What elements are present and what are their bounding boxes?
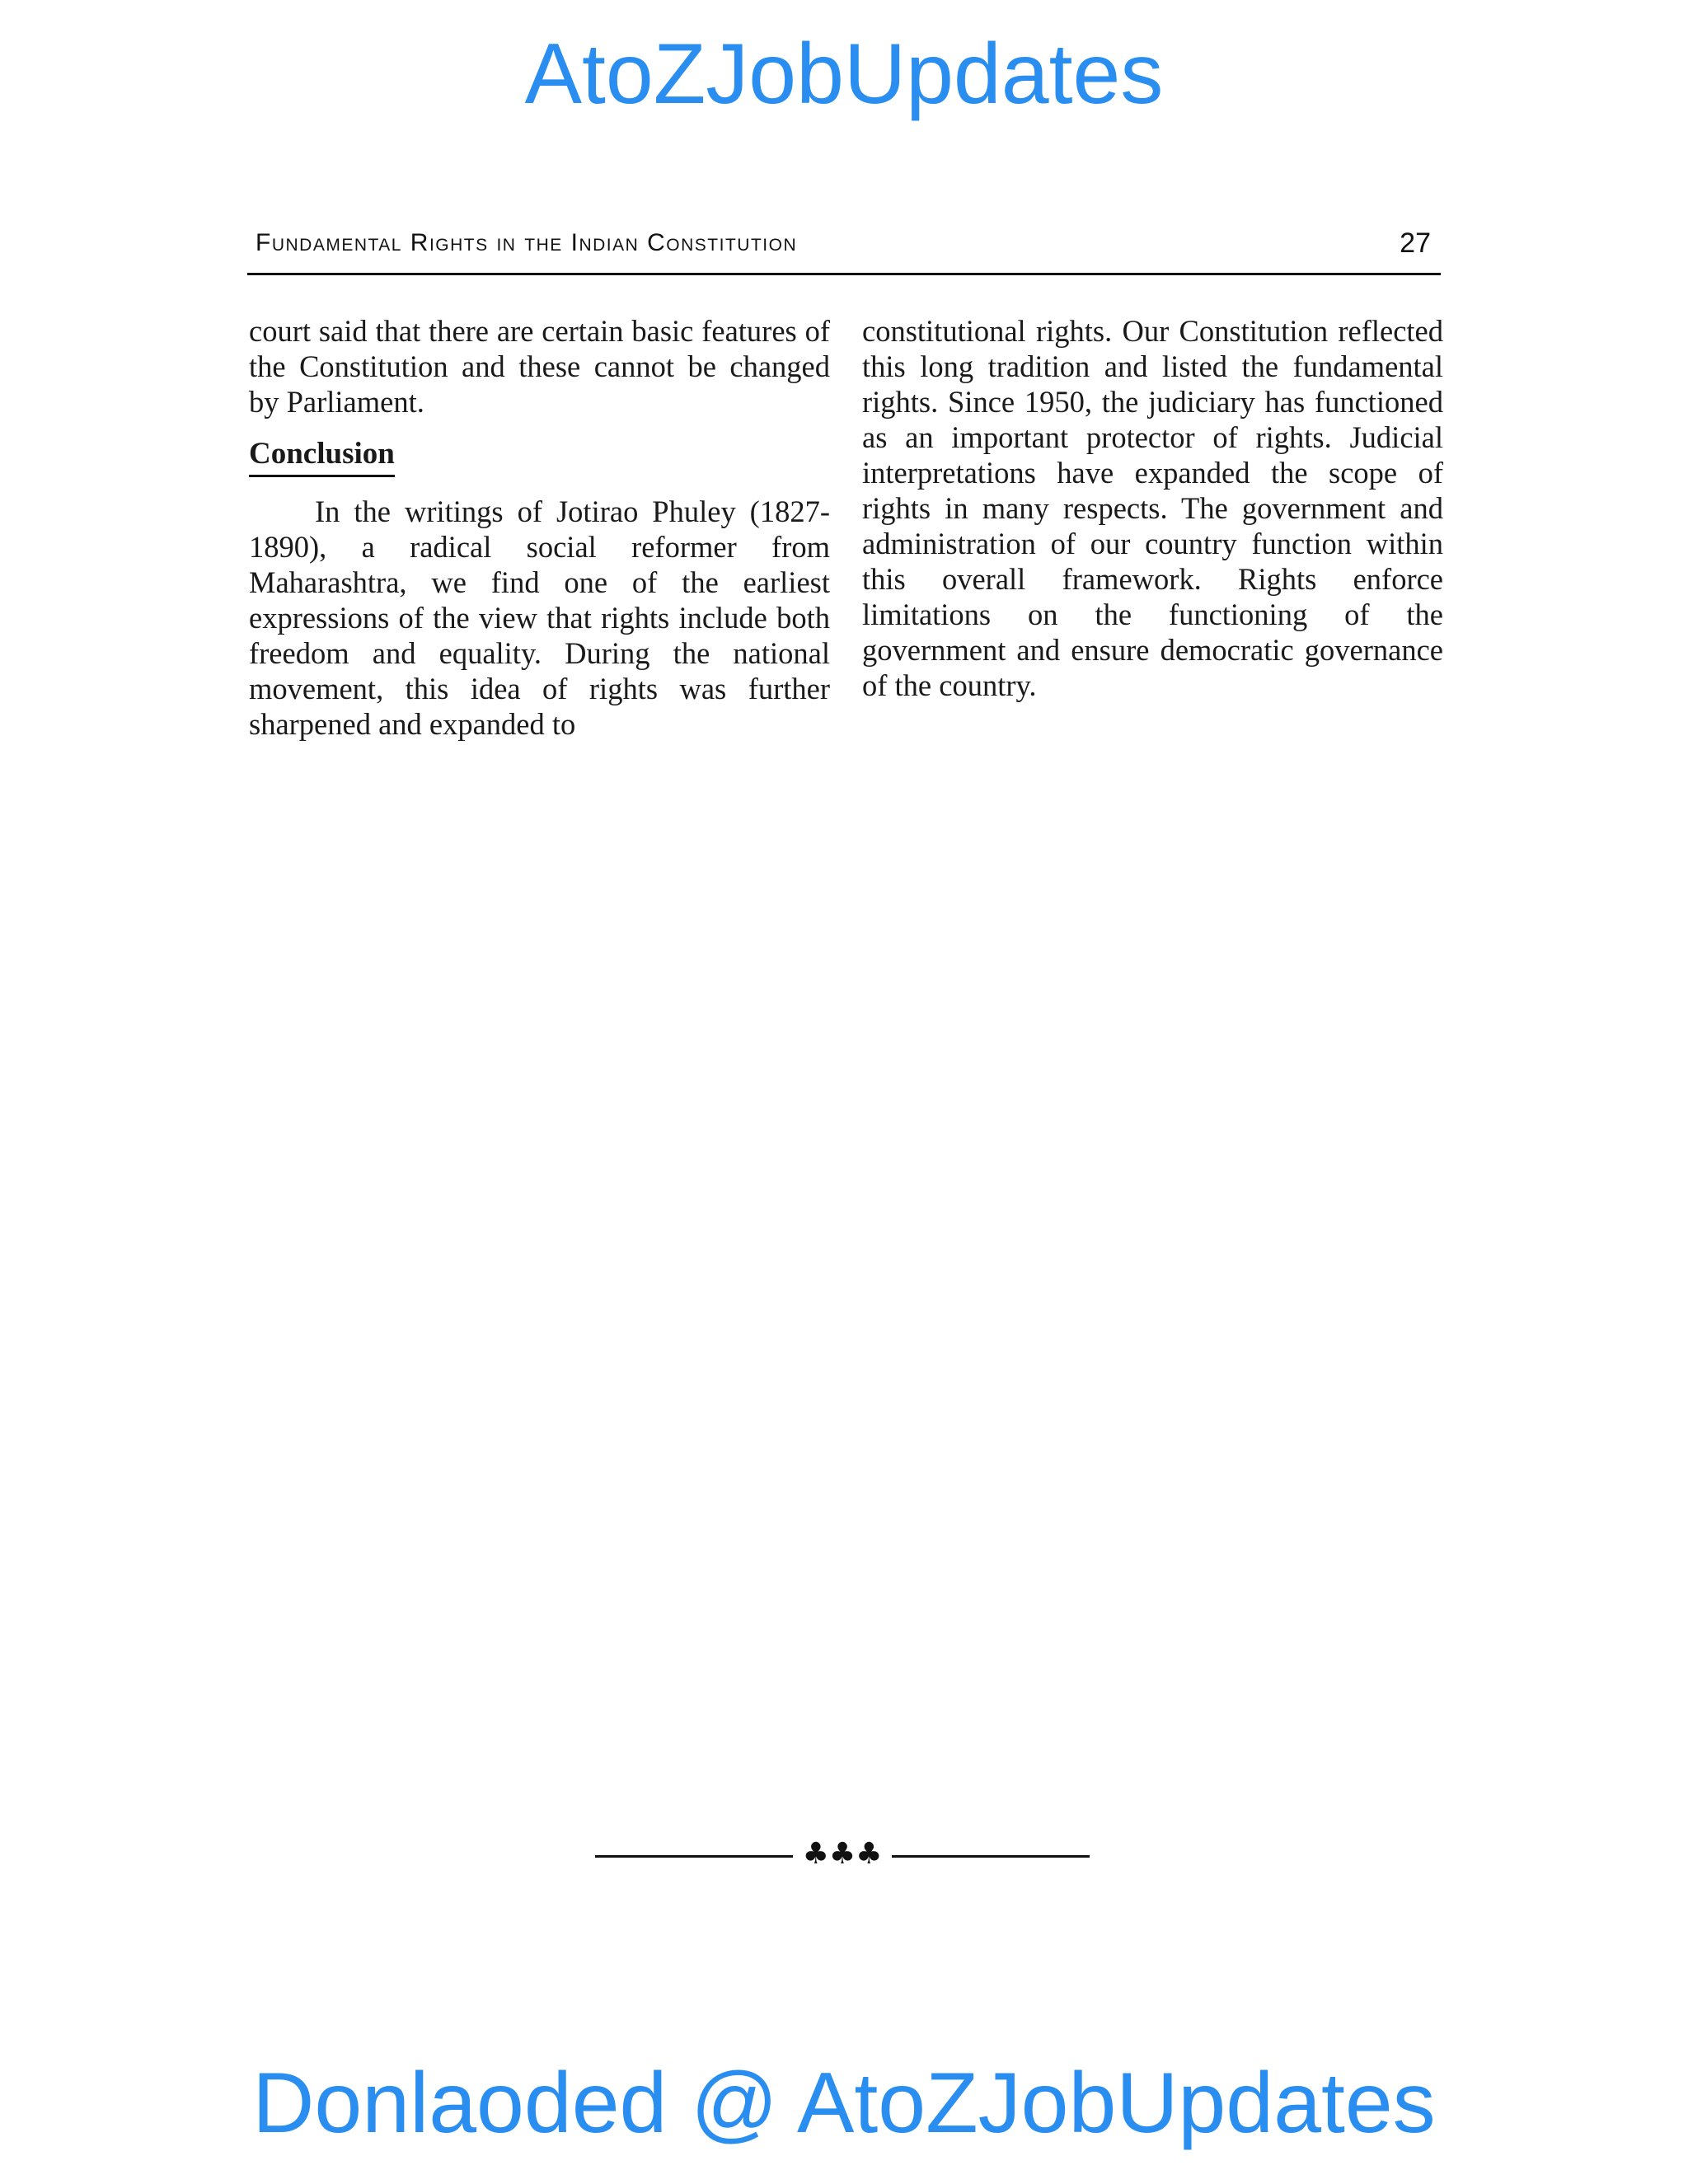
ornament-rule-right	[892, 1855, 1090, 1858]
conclusion-paragraph-continued: constitutional rights. Our Constitution reflected this long tradition and listed the fundamental rights. Since 1950, the judiciary has functioned as an important protector of rights. Judicial interpretations have expanded the scope of rights in many respects. The government and administration of our country function within this overall framework. Rights enforce limitations on the functioning of the government and ensure democratic governance of the country.	[862, 314, 1443, 702]
section-heading-conclusion: Conclusion	[249, 435, 395, 477]
left-column	[249, 313, 830, 742]
right-column	[862, 313, 1443, 703]
clubs-icon: ♣♣♣	[802, 1837, 883, 1871]
running-head-title: Fundamental Rights in the Indian Constitution	[256, 229, 798, 256]
conclusion-paragraph: In the writings of Jotirao Phuley (1827-1890), a radical social reformer from Maharashtra, we find one of the earliest expressions of the view that rights include both freedom and equality. During the national movement, this idea of rights was further sharpened and expanded to	[249, 494, 830, 741]
header-rule	[247, 273, 1441, 275]
page-number: 27	[1400, 227, 1431, 259]
continued-paragraph: court said that there are certain basic features of the Constitution and these cannot be changed by Parliament.	[249, 314, 830, 419]
watermark-top: AtoZJobUpdates	[524, 26, 1164, 122]
watermark-bottom: Donlaoded @ AtoZJobUpdates	[252, 2055, 1436, 2151]
end-of-chapter-ornament	[595, 1831, 1090, 1881]
